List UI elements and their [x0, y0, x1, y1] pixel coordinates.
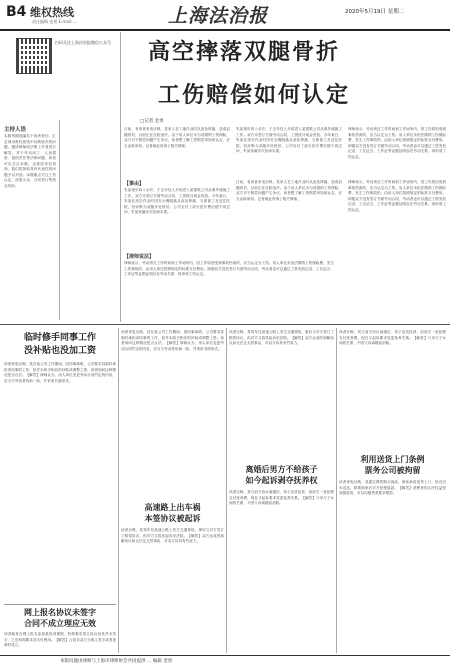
facts-text: 朱某现年四十余岁，于去年经人介绍进入某建筑公司从事外墙施工工作。双方未签订书面劳动合同，工资按月现金发放。今年某日，朱某在高空作业时因安全绳脱落从高处摔落，当即被工友送往医院，经诊断为双腿多处骨折。公司支付了部分医疗费后便不再过问，朱某家属多次协商未果。	[124, 188, 230, 214]
section-rule	[0, 324, 450, 325]
column-divider	[226, 328, 227, 653]
lead-body-col3: 律师表示，劳动者在工作时间和工作场所内，因工作原因受到事故伤害的，应当认定为工伤。用人单位未依法缴纳工伤保险费，发生工伤事故的，由用人单位按照规定的标准支付费用。即便双方没有签订书面劳动合同，劳动者也可以通过工资发放记录、工友证言、工作证等证据证明存在劳动关系，再申请工伤认定。	[348, 180, 446, 212]
editor-credits: 责任编辑 金勇 E-mail:...	[32, 19, 77, 24]
article-title-line: 网上报名协议未签字	[24, 608, 96, 617]
footer-note: 本版问题由律师与上海市律师协会共同提供 … 编辑 金勇	[60, 659, 173, 664]
section-heading-lawyer: 【律师说法】	[124, 254, 155, 260]
article-title-line: 高速路上出车祸	[144, 503, 201, 512]
article-4-title	[229, 464, 334, 486]
article-title-line: 临时修手同事工作	[23, 333, 96, 343]
column-title: 主持人语	[4, 127, 27, 133]
article-3-text: 读者反映，其驾车在高速公路上发生交通事故，事后与对方签订了赔偿协议，但对方又将其起诉至法院。【解答】双方达成的和解协议如无法定无效事由，对双方均具有约束力。	[121, 528, 224, 543]
section-heading-facts: 【事由】	[124, 181, 145, 187]
article-4-text: 读者反映，其与前夫协议离婚后，孩子由其抚养，但前夫一直拒绝支付抚养费，现在又起诉要求变更抚养关系。【解答】父母与子女间的关系，不因父母离婚而消除。	[229, 490, 334, 505]
lead-intro-continued-2: 律师表示，劳动者在工作时间和工作场所内，因工作原因受到事故伤害的，应当认定为工伤。用人单位未依法缴纳工伤保险费，发生工伤事故的，由用人单位按照规定的标准支付费用。即便双方没有签订书面劳动合同，劳动者也可以通过工资发放记录、工友证言、工作证等证据证明存在劳动关系，再申请工伤认定。	[348, 127, 446, 159]
article-1-text: 读者来电反映，其在某公司工作期间，因同事离职，公司要求其临时承担该同事的工作，但并未给予相应的补贴或调整工资。读者询问这种情况是否合法。【解答】律师认为，用人单位变更劳动合同约定的内容，应当与劳动者协商一致，并采用书面形式。	[4, 362, 116, 383]
article-5-leadin: 读者反映，其与前夫协议离婚后，孩子由其抚养，但前夫一直拒绝支付抚养费，现在又起诉要求变更抚养关系。【解答】父母与子女间的关系，不因父母离婚而消除。	[339, 330, 446, 345]
header-rule	[0, 29, 450, 31]
section-name: 维权热线	[30, 6, 74, 19]
page-number: B4	[6, 4, 27, 20]
article-1-title	[4, 332, 116, 358]
article-3-title	[121, 502, 224, 524]
article-title-line: 离婚后男方不给孩子	[245, 465, 318, 474]
article-2-text: 读者称其在网上报名参加某培训课程，机构要求签订协议但其并未签字，之后机构要求其支付费用。【解答】合同自双方当事人签字或者盖章时成立。	[4, 632, 116, 647]
lead-headline: 高空摔落双腿骨折	[148, 40, 341, 65]
lead-intro: 日前，有读者来电反映，其家人在工地作业时从高处摔落，造成双腿骨折，目前正在住院治疗。由于用人单位未为其缴纳工伤保险，双方对于赔偿问题产生争议，读者想了解工伤赔偿该如何认定，应当由谁承担。记者就此咨询了相关律师。	[124, 127, 230, 148]
article-title-line: 没补贴也没加工资	[23, 346, 96, 356]
article-5-title	[339, 454, 446, 476]
article-title-line: 合同不成立理应无效	[24, 619, 96, 628]
article-4-leadin: 读者反映，其驾车在高速公路上发生交通事故，事后与对方签订了赔偿协议，但对方又将其起诉至法院。【解答】双方达成的和解协议如无法定无效事由，对双方均具有约束力。	[229, 330, 334, 345]
column-divider	[120, 32, 121, 322]
article-title-line: 本签协议被起诉	[144, 514, 201, 523]
column-divider	[59, 120, 60, 320]
lead-intro-continued: 朱某现年四十余岁，于去年经人介绍进入某建筑公司从事外墙施工工作。双方未签订书面劳动合同，工资按月现金发放。今年某日，朱某在高空作业时因安全绳脱落从高处摔落，当即被工友送往医院，经诊断为双腿多处骨折。公司支付了部分医疗费后便不再过问，朱某家属多次协商未果。	[236, 127, 342, 153]
sidebar-text: 本版每期选编若干读者来信，汇总城市维权热线中反映较多的问题，邀请律师或法律工作者进行解答。对于劳动用工、人身损害、侵权责任等法律问题，读者可以关注本版，也欢迎来信咨询，我们将择取具有代表性的问题予以刊登。本期重点关注工伤认定、房屋买卖、合同签订等热点纠纷。	[4, 134, 56, 188]
article-3-leadin: 读者来电反映，其在某公司工作期间，因同事离职，公司要求其临时承担该同事的工作，但并未给予相应的补贴或调整工资。读者询问这种情况是否合法。【解答】律师认为，用人单位变更劳动合同约定的内容，应当与劳动者协商一致，并采用书面形式。	[121, 330, 224, 351]
lead-body-col2: 日前，有读者来电反映，其家人在工地作业时从高处摔落，造成双腿骨折，目前正在住院治疗。由于用人单位未为其缴纳工伤保险，双方对于赔偿问题产生争议，读者想了解工伤赔偿该如何认定，应当由谁承担。记者就此咨询了相关律师。	[236, 180, 342, 201]
article-title-line: 利用送货上门条例	[360, 455, 425, 464]
column-divider	[118, 328, 119, 653]
footer-rule	[0, 655, 450, 656]
article-title-line: 票务公司被拘留	[364, 466, 421, 475]
issue-date: 2020年5月19日 星期二	[345, 9, 405, 15]
lead-headline-line2: 工伤赔偿如何认定	[158, 83, 351, 108]
article-2-title	[4, 607, 116, 629]
article-divider	[4, 604, 116, 605]
article-5-text: 读者来电反映，其通过网络购买商品，商家承诺送货上门，但迟迟未送达，联系商家后对方拒绝退款。【解答】消费者的合法权益受到损害的，可以向销售者要求赔偿。	[339, 480, 446, 495]
article-title-line: 如今起诉剥夺抚养权	[245, 476, 318, 485]
byline: □记者 金勇	[140, 119, 164, 124]
qr-code-icon	[16, 38, 52, 74]
page-header	[0, 0, 450, 28]
lawyer-text: 律师表示，劳动者在工作时间和工作场所内，因工作原因受到事故伤害的，应当认定为工伤。用人单位未依法缴纳工伤保险费，发生工伤事故的，由用人单位按照规定的标准支付费用。即便双方没有签订书面劳动合同，劳动者也可以通过工资发放记录、工友证言、工作证等证据证明存在劳动关系，再申请工伤认定。	[124, 261, 334, 276]
column-divider	[336, 328, 337, 653]
newspaper-masthead: 上海法治报	[168, 5, 269, 27]
qr-caption: 扫码关注上海法治报微信公众号	[55, 40, 111, 45]
